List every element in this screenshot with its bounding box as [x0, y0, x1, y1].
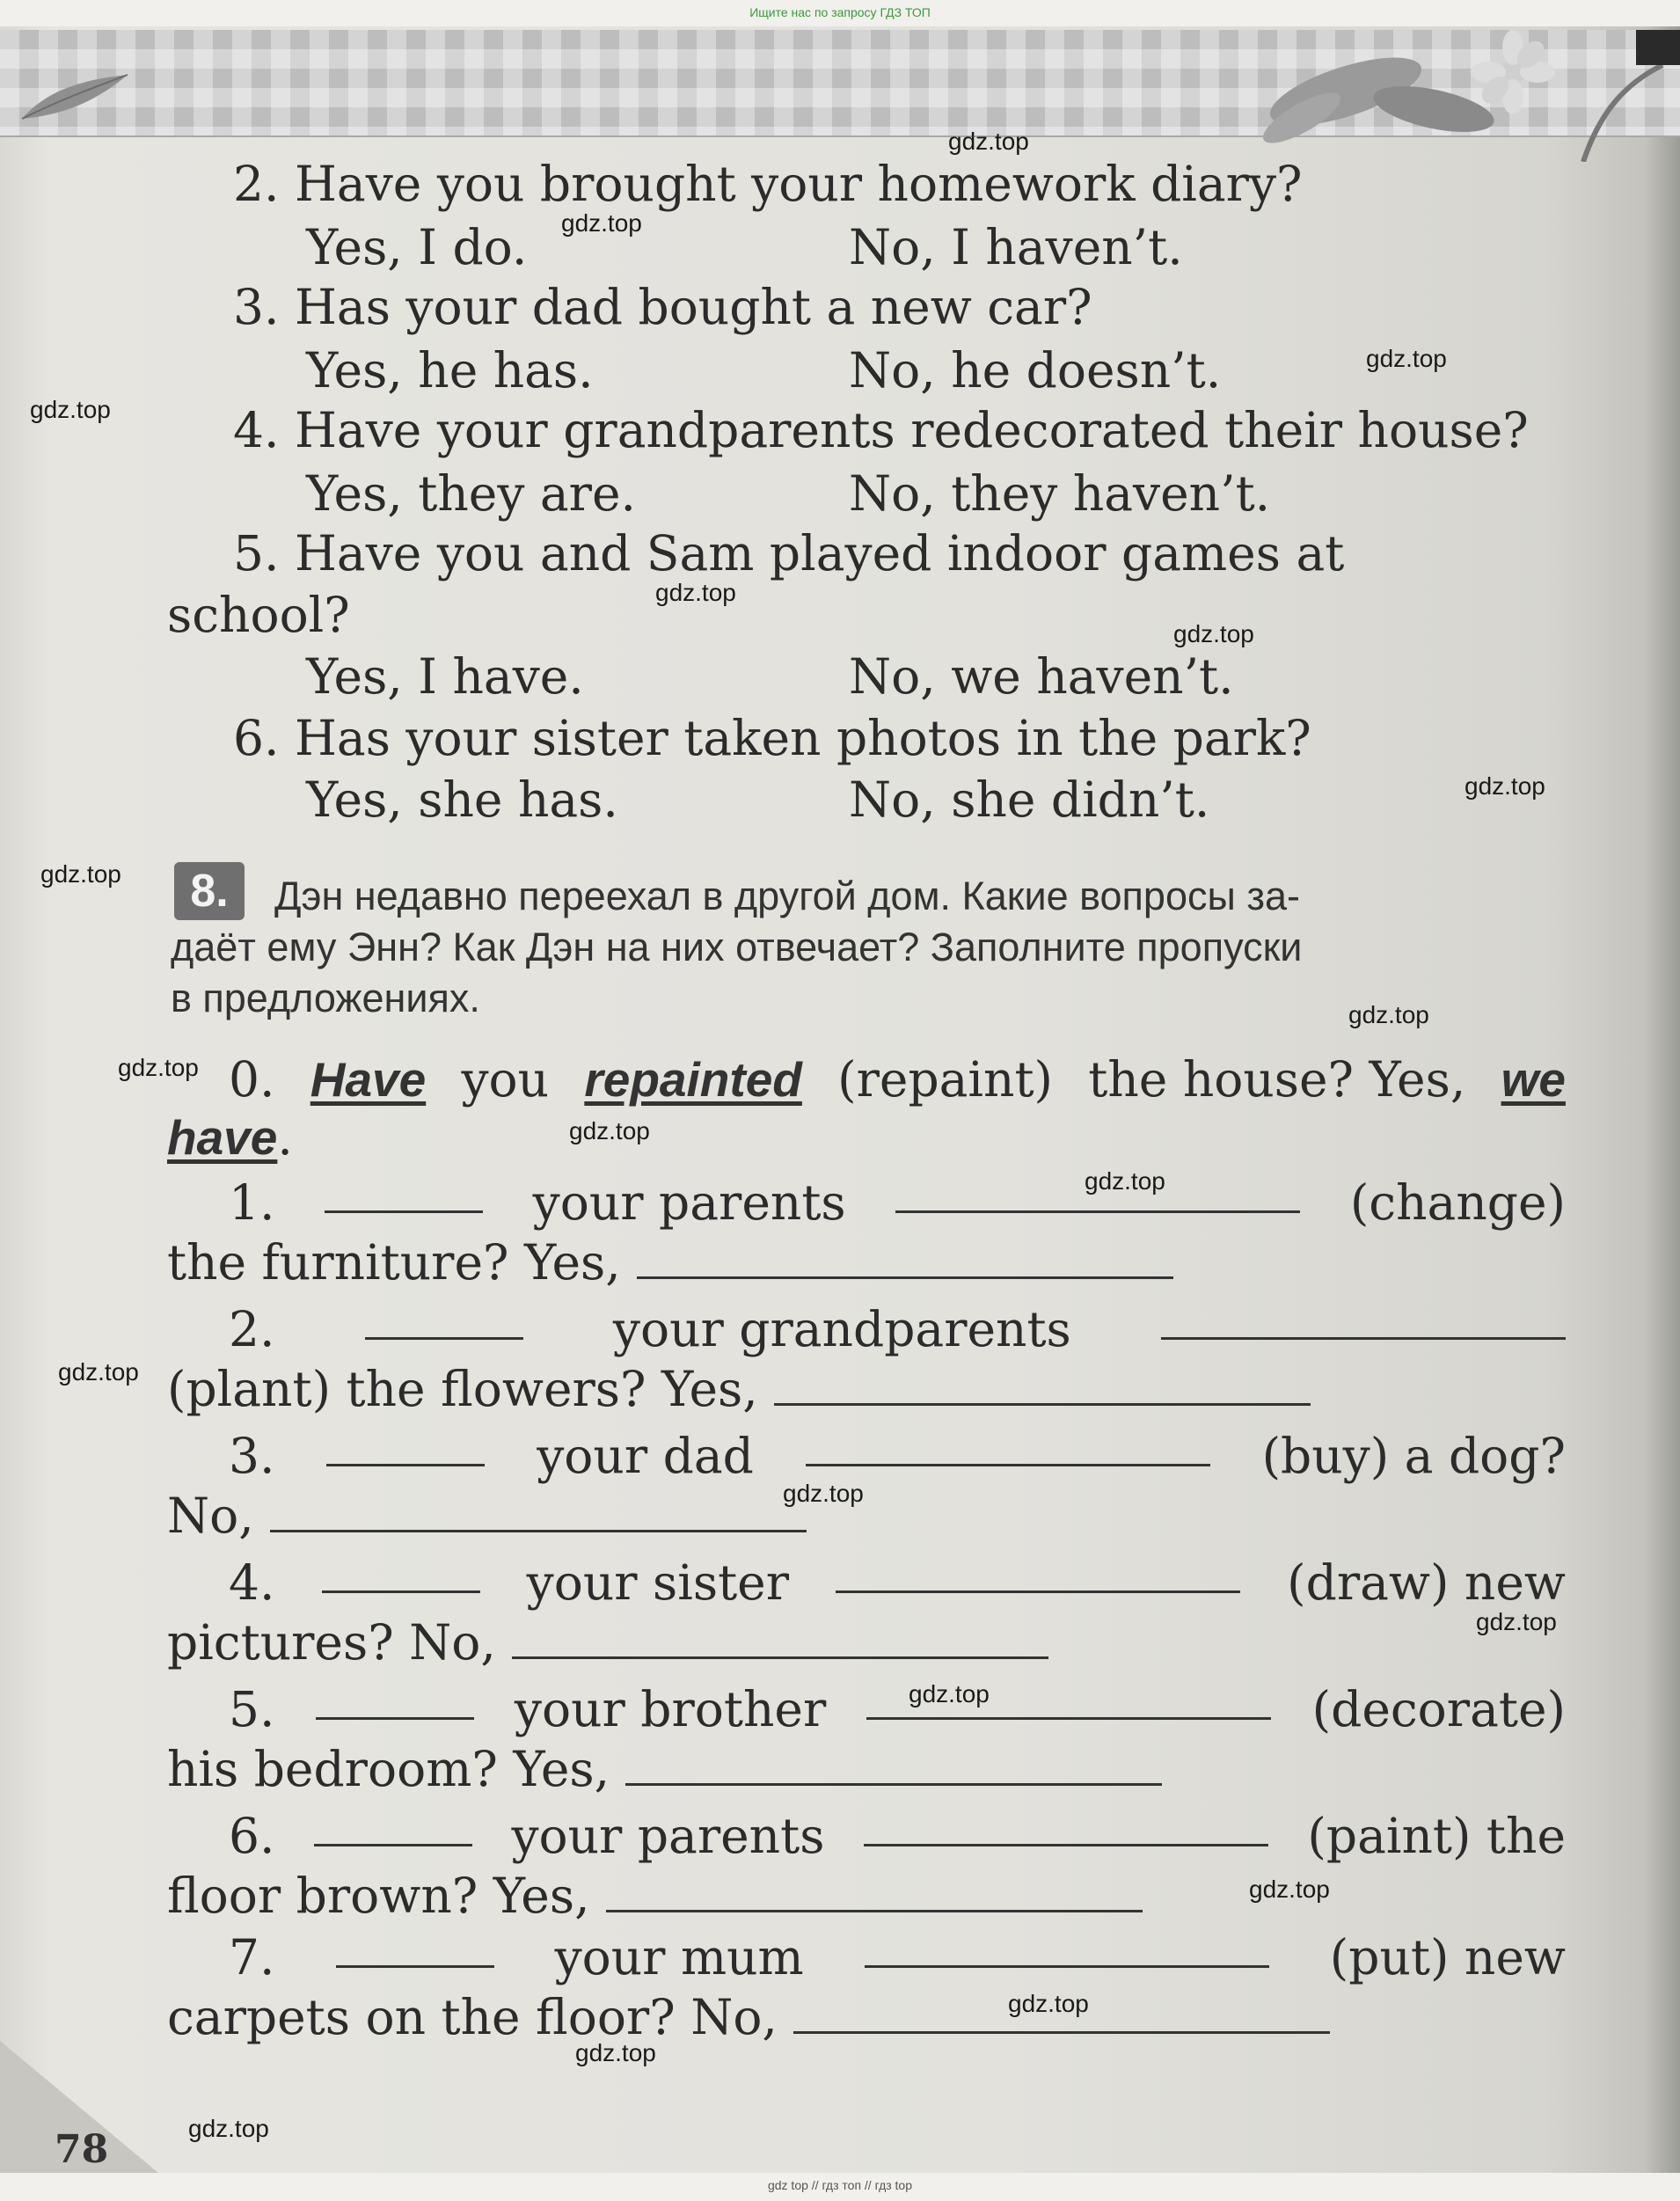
item-7-line — [229, 1930, 1566, 1985]
item-number: 6. — [229, 1808, 275, 1864]
item-number: 5. — [229, 1681, 275, 1737]
item-continuation: floor brown? Yes, — [167, 1868, 590, 1924]
instruction-line: даёт ему Энн? Как Дэн на них отвечает? Заполните пропуски — [171, 925, 1303, 969]
item-6-cont — [167, 1868, 1143, 1923]
blank-auxiliary[interactable] — [316, 1682, 474, 1720]
item-2-cont — [167, 1362, 1311, 1416]
watermark: gdz.top — [561, 209, 642, 237]
answer-yes-6: Yes, she has. — [306, 771, 618, 828]
answer-no-3: No, he doesn’t. — [849, 342, 1222, 399]
blank-auxiliary[interactable] — [322, 1555, 480, 1593]
watermark: gdz.top — [948, 128, 1029, 155]
answer-no-4: No, they haven’t. — [849, 465, 1271, 522]
bottom-note: gdz top // гдз топ // гдз top — [767, 2178, 913, 2192]
question-6: 6. Has your sister taken photos in the park? — [233, 710, 1311, 766]
answer-no-5: No, we haven’t. — [849, 648, 1234, 705]
question-5: 5. Have you and Sam played indoor games at — [233, 525, 1345, 581]
item-5-line — [229, 1682, 1566, 1737]
blank-auxiliary[interactable] — [336, 1930, 494, 1968]
item-5-cont — [167, 1742, 1162, 1796]
blank-auxiliary[interactable] — [326, 1429, 485, 1466]
example-line — [229, 1052, 1566, 1107]
question-4: 4. Have your grandparents redecorated their house? — [233, 402, 1529, 458]
example-rest: the house? Yes, — [1088, 1051, 1466, 1108]
exercise-number-badge: 8. — [174, 862, 245, 920]
item-verb: (buy) a dog? — [1261, 1428, 1566, 1484]
item-subject: your brother — [514, 1681, 827, 1737]
blank-verb[interactable] — [1161, 1302, 1566, 1340]
example-line-2 — [167, 1110, 293, 1165]
example-verb: (repaint) — [837, 1051, 1054, 1108]
example-fill-have-answer: have — [167, 1110, 278, 1165]
item-subject: your parents — [511, 1808, 825, 1864]
watermark: gdz.top — [30, 396, 111, 423]
blank-verb[interactable] — [836, 1555, 1240, 1593]
item-subject: your mum — [554, 1929, 804, 1985]
blank-auxiliary[interactable] — [365, 1302, 523, 1340]
item-4-cont — [167, 1615, 1048, 1670]
item-continuation: (plant) the flowers? Yes, — [167, 1361, 758, 1417]
item-subject: your parents — [532, 1174, 846, 1231]
item-4-line — [229, 1555, 1566, 1610]
item-verb: (paint) the — [1307, 1808, 1566, 1864]
example-fill-we: we — [1501, 1052, 1566, 1107]
watermark: gdz.top — [40, 860, 121, 888]
blank-auxiliary[interactable] — [314, 1809, 472, 1846]
watermark: gdz.top — [1173, 620, 1254, 647]
blank-short-answer[interactable] — [512, 1621, 1048, 1659]
watermark: gdz.top — [188, 2115, 269, 2142]
watermark: gdz.top — [783, 1480, 864, 1507]
item-continuation: carpets on the floor? No, — [167, 1989, 778, 2045]
blank-short-answer[interactable] — [625, 1748, 1162, 1786]
blank-short-answer[interactable] — [774, 1368, 1311, 1406]
answer-yes-3: Yes, he has. — [306, 342, 594, 399]
item-1-cont — [167, 1235, 1173, 1290]
question-3: 3. Has your dad bought a new car? — [233, 279, 1092, 335]
watermark: gdz.top — [909, 1680, 990, 1707]
watermark: gdz.top — [1465, 772, 1545, 800]
item-continuation: his bedroom? Yes, — [167, 1741, 610, 1797]
question-2: 2. Have you brought your homework diary? — [233, 156, 1303, 212]
item-3-line — [229, 1429, 1566, 1483]
question-5-cont: school? — [167, 587, 350, 643]
watermark: gdz.top — [569, 1117, 650, 1144]
watermark: gdz.top — [1366, 345, 1447, 372]
item-verb: (put) new — [1329, 1929, 1566, 1985]
item-number: 3. — [229, 1428, 275, 1484]
blank-auxiliary[interactable] — [325, 1175, 483, 1213]
blank-verb[interactable] — [865, 1930, 1269, 1968]
watermark: gdz.top — [1008, 1990, 1089, 2017]
item-subject: your sister — [526, 1554, 790, 1611]
item-1-line — [229, 1175, 1566, 1230]
item-7-cont — [167, 1990, 1330, 2044]
item-number: 1. — [229, 1174, 275, 1231]
item-verb: (draw) new — [1287, 1554, 1566, 1611]
example-fill-repainted: repainted — [584, 1052, 802, 1107]
item-3-cont — [167, 1488, 807, 1543]
answer-no-2: No, I haven’t. — [849, 219, 1183, 275]
page-number: 78 — [55, 2127, 109, 2172]
item-continuation: No, — [167, 1488, 254, 1544]
watermark: gdz.top — [1476, 1608, 1557, 1635]
page-shadow — [1645, 26, 1680, 2173]
blank-short-answer[interactable] — [270, 1495, 807, 1532]
watermark: gdz.top — [655, 579, 736, 606]
item-number: 7. — [229, 1929, 275, 1985]
instruction-line: в предложениях. — [171, 976, 480, 1020]
instruction-line: Дэн недавно переехал в другой дом. Какие вопросы за- — [274, 874, 1300, 918]
example-you: you — [461, 1051, 550, 1108]
item-subject: your dad — [537, 1428, 754, 1484]
watermark: gdz.top — [575, 2039, 656, 2066]
answer-yes-5: Yes, I have. — [306, 648, 584, 705]
item-subject: your grandparents — [612, 1301, 1071, 1357]
flower-decoration-icon — [1249, 30, 1680, 162]
example-number: 0. — [229, 1051, 275, 1108]
example-fill-have: Have — [310, 1052, 427, 1107]
example-end: . — [277, 1109, 293, 1166]
item-continuation: pictures? No, — [167, 1614, 496, 1671]
blank-verb[interactable] — [806, 1429, 1210, 1466]
watermark: gdz.top — [1085, 1167, 1165, 1195]
item-verb: (change) — [1349, 1174, 1566, 1231]
watermark: gdz.top — [58, 1358, 139, 1386]
item-verb: (decorate) — [1311, 1681, 1566, 1737]
answer-yes-2: Yes, I do. — [306, 219, 528, 275]
item-continuation: the furniture? Yes, — [167, 1234, 621, 1291]
item-2-line — [229, 1302, 1566, 1356]
watermark: gdz.top — [1249, 1876, 1330, 1903]
watermark: gdz.top — [1348, 1001, 1429, 1028]
top-note: Ищите нас по запросу ГДЗ ТОП — [749, 5, 931, 19]
item-number: 2. — [229, 1301, 275, 1357]
blank-verb[interactable] — [864, 1809, 1268, 1846]
watermark: gdz.top — [118, 1054, 199, 1081]
item-6-line — [229, 1809, 1566, 1863]
blank-short-answer[interactable] — [606, 1875, 1143, 1912]
answer-yes-4: Yes, they are. — [306, 465, 637, 522]
leaf-icon — [18, 70, 132, 123]
answer-no-6: No, she didn’t. — [849, 771, 1210, 828]
blank-short-answer[interactable] — [637, 1241, 1173, 1279]
item-number: 4. — [229, 1554, 275, 1611]
